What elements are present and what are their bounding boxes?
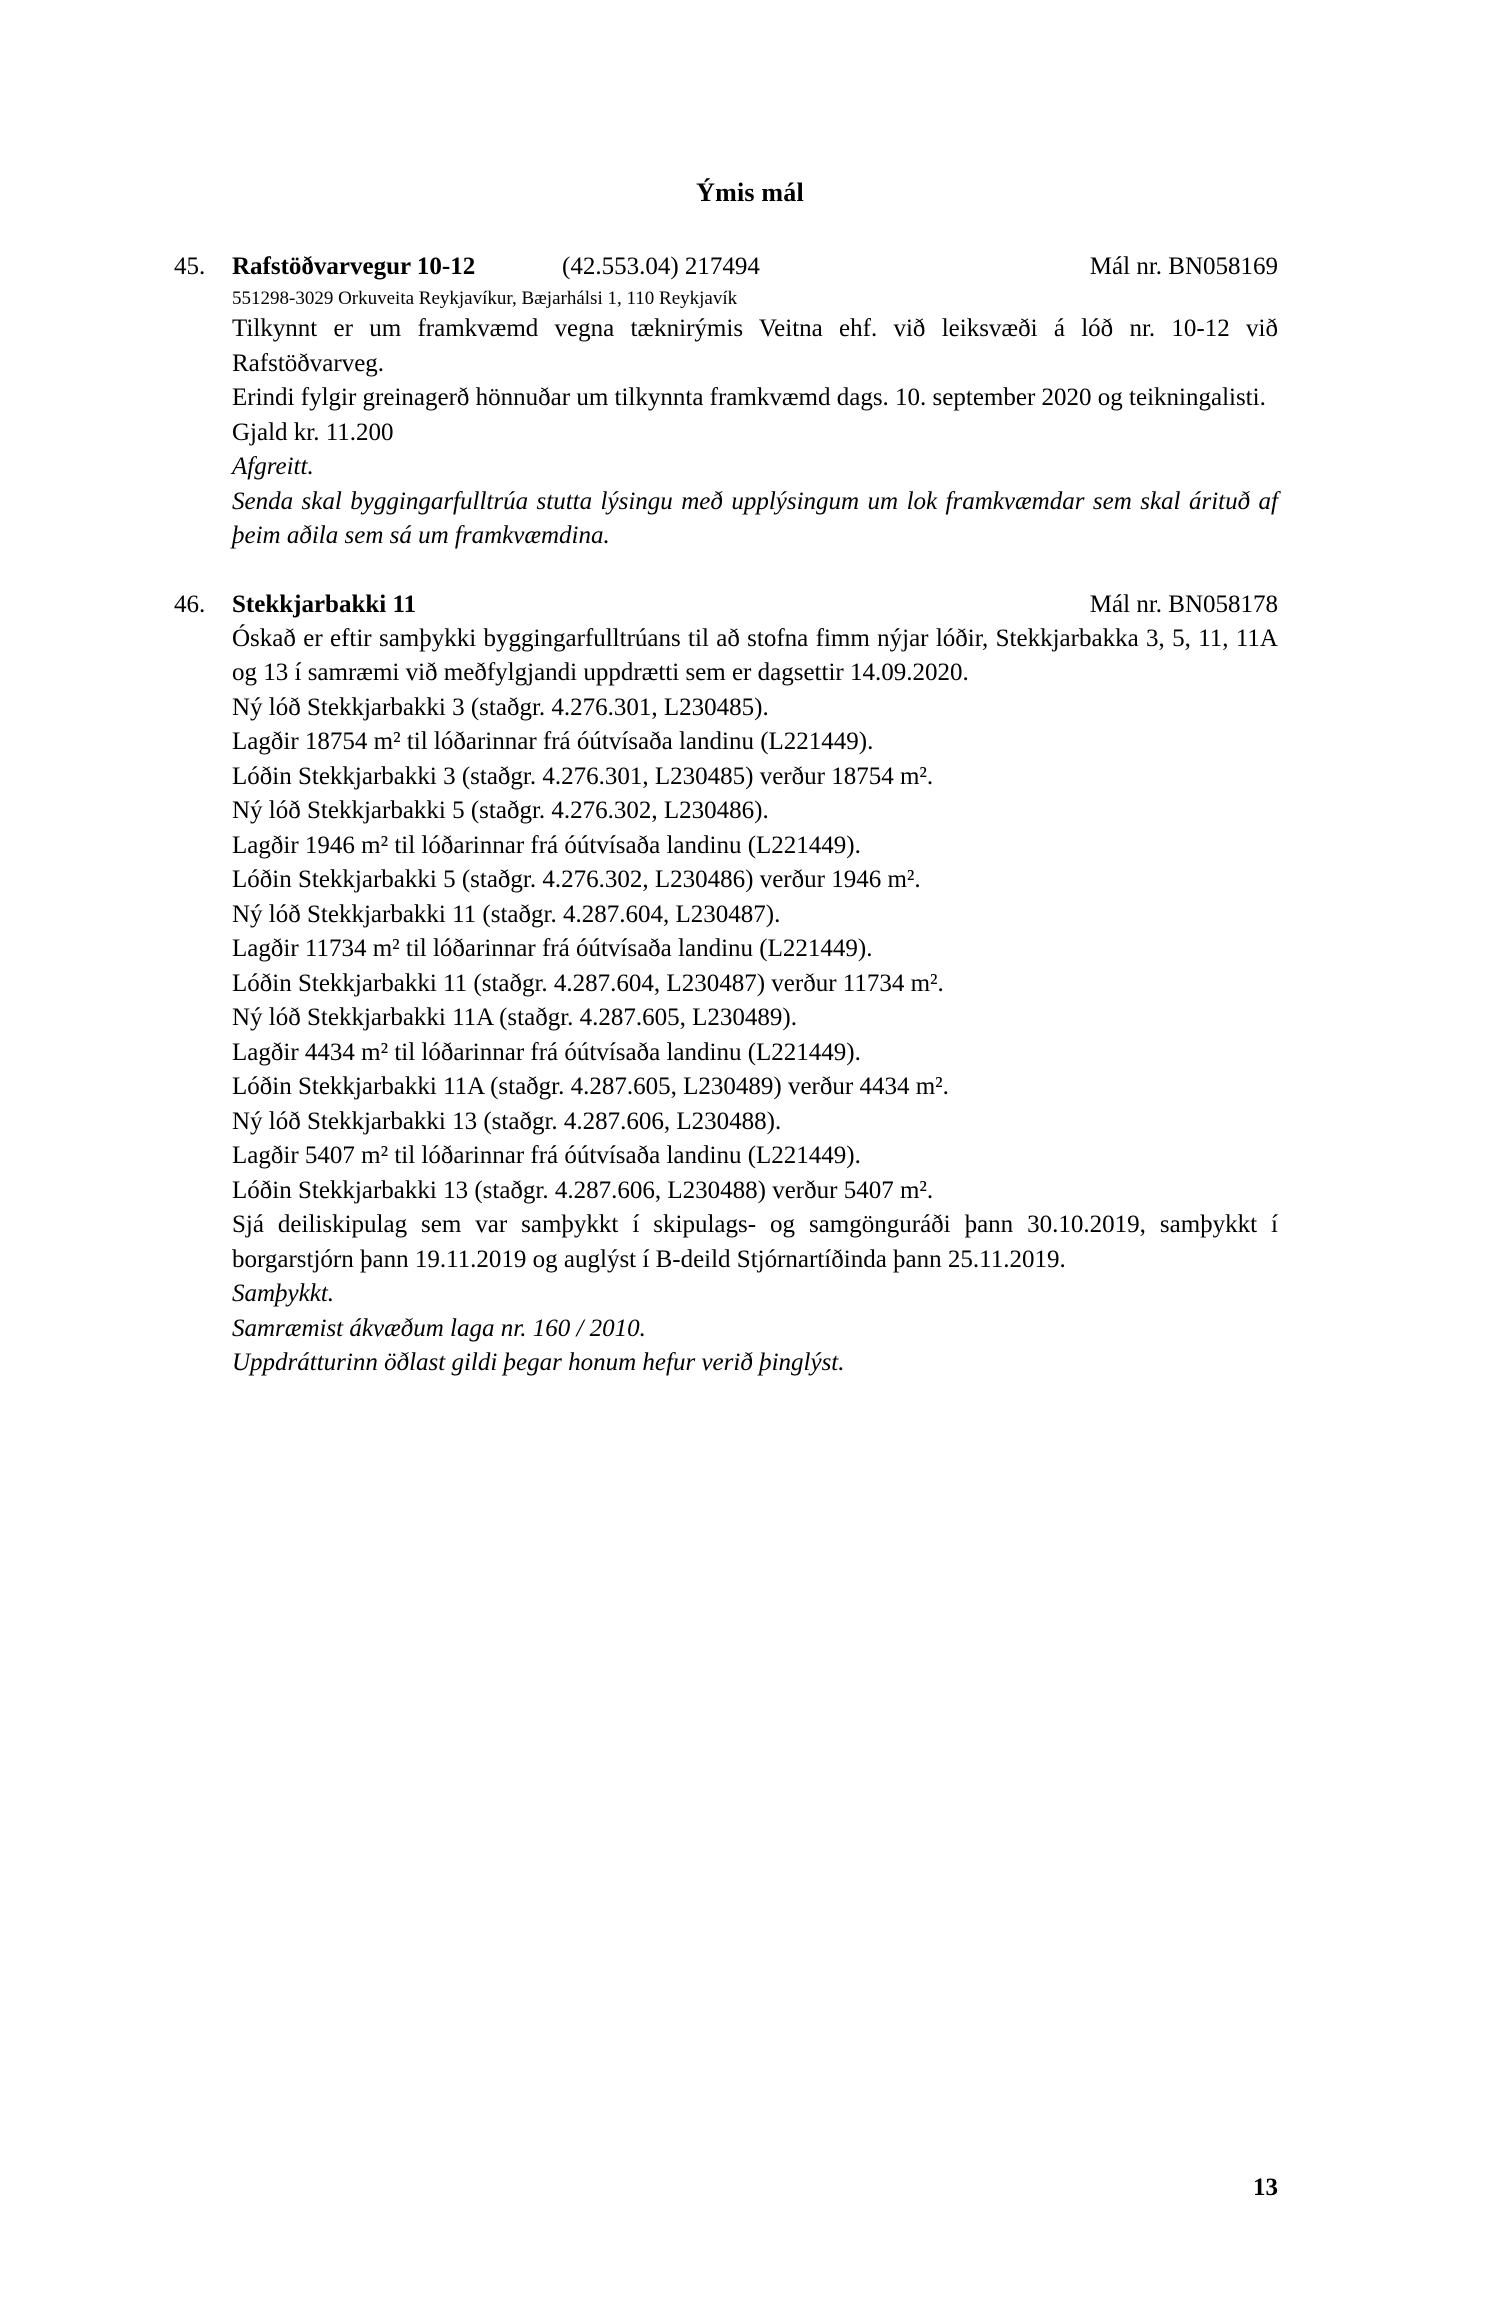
item-paragraph: Lagðir 4434 m² til lóðarinnar frá óútvísaða landinu (L221449). — [232, 1038, 861, 1066]
item-paragraph: Ný lóð Stekkjarbakki 13 (staðgr. 4.287.606, L230488). — [232, 1107, 782, 1135]
item-paragraph: Tilkynnt er um framkvæmd vegna tæknirýmis Veitna ehf. við leiksvæði á lóð nr. 10-12 við Rafstöðvarveg. — [232, 315, 1278, 377]
item-number: 46. — [174, 590, 206, 618]
item-case-number: Mál nr. BN058169 — [1089, 253, 1278, 280]
page-title: Ýmis mál — [696, 178, 804, 207]
item-paragraph: Óskað er eftir samþykki byggingarfulltrúans til að stofna fimm nýjar lóðir, Stekkjarbakka 3, 5, 11, 11A og 13 í samræmi við meðfylgjandi uppdrætti sem er dagsettir 14.09.2020. — [232, 624, 1278, 686]
item-number: 45. — [174, 253, 206, 280]
item-title: Rafstöðvarvegur 10-12 — [232, 253, 476, 280]
item-case-number: Mál nr. BN058178 — [1089, 590, 1278, 618]
item-case-code: (42.553.04) 217494 — [562, 253, 760, 280]
item-paragraph: Sjá deiliskipulag sem var samþykkt í skipulags- og samgönguráði þann 30.10.2019, samþykkt í borgarstjórn þann 19.11.2019 og auglýst í B-deild Stjórnartíðinda þann 25.11.2019. — [232, 1211, 1278, 1273]
item-header — [232, 588, 1278, 622]
item-paragraph: Ný lóð Stekkjarbakki 11 (staðgr. 4.287.604, L230487). — [232, 900, 781, 928]
item-paragraph: Ný lóð Stekkjarbakki 3 (staðgr. 4.276.301, L230485). — [232, 693, 769, 721]
item-paragraph: Lóðin Stekkjarbakki 11A (staðgr. 4.287.605, L230489) verður 4434 m². — [232, 1073, 949, 1100]
agenda-item-list — [0, 250, 1500, 1381]
item-decision: Afgreitt. — [232, 453, 314, 480]
document-page — [0, 178, 1500, 2300]
item-paragraph: Lóðin Stekkjarbakki 3 (staðgr. 4.276.301, L230485) verður 18754 m². — [232, 762, 934, 790]
item-paragraph: Lagðir 1946 m² til lóðarinnar frá óútvísaða landinu (L221449). — [232, 831, 861, 859]
item-title: Stekkjarbakki 11 — [232, 590, 417, 618]
item-paragraph: Erindi fylgir greinagerð hönnuðar um tilkynnta framkvæmd dags. 10. september 2020 og teikningalisti. — [232, 384, 1266, 411]
item-paragraph: Lagðir 5407 m² til lóðarinnar frá óútvísaða landinu (L221449). — [232, 1142, 861, 1169]
item-note: Uppdrátturinn öðlast gildi þegar honum hefur verið þinglýst. — [232, 1349, 845, 1376]
item-paragraph: Lagðir 18754 m² til lóðarinnar frá óútvísaða landinu (L221449). — [232, 728, 874, 755]
item-paragraph: Lóðin Stekkjarbakki 11 (staðgr. 4.287.604, L230487) verður 11734 m². — [232, 969, 944, 997]
item-applicant: 551298-3029 Orkuveita Reykjavíkur, Bæjarhálsi 1, 110 Reykjavík — [232, 288, 738, 309]
item-note: Senda skal byggingarfulltrúa stutta lýsingu með upplýsingum um lok framkvæmdar sem skal árituð af þeim aðila sem sá um framkvæmdina. — [232, 487, 1278, 549]
item-decision: Samþykkt. — [232, 1280, 335, 1307]
agenda-item — [174, 588, 1278, 1381]
item-header — [232, 250, 1278, 284]
page-number: 13 — [1253, 2174, 1278, 2201]
item-paragraph: Ný lóð Stekkjarbakki 11A (staðgr. 4.287.605, L230489). — [232, 1004, 797, 1031]
item-paragraph: Lagðir 11734 m² til lóðarinnar frá óútvísaða landinu (L221449). — [232, 935, 873, 962]
agenda-item — [174, 250, 1278, 554]
item-paragraph: Lóðin Stekkjarbakki 5 (staðgr. 4.276.302, L230486) verður 1946 m². — [232, 866, 921, 893]
item-note: Samræmist ákvæðum laga nr. 160 / 2010. — [232, 1314, 646, 1342]
item-fee: Gjald kr. 11.200 — [232, 418, 394, 446]
item-paragraph: Ný lóð Stekkjarbakki 5 (staðgr. 4.276.302, L230486). — [232, 797, 769, 824]
item-paragraph: Lóðin Stekkjarbakki 13 (staðgr. 4.287.606, L230488) verður 5407 m². — [232, 1176, 934, 1204]
